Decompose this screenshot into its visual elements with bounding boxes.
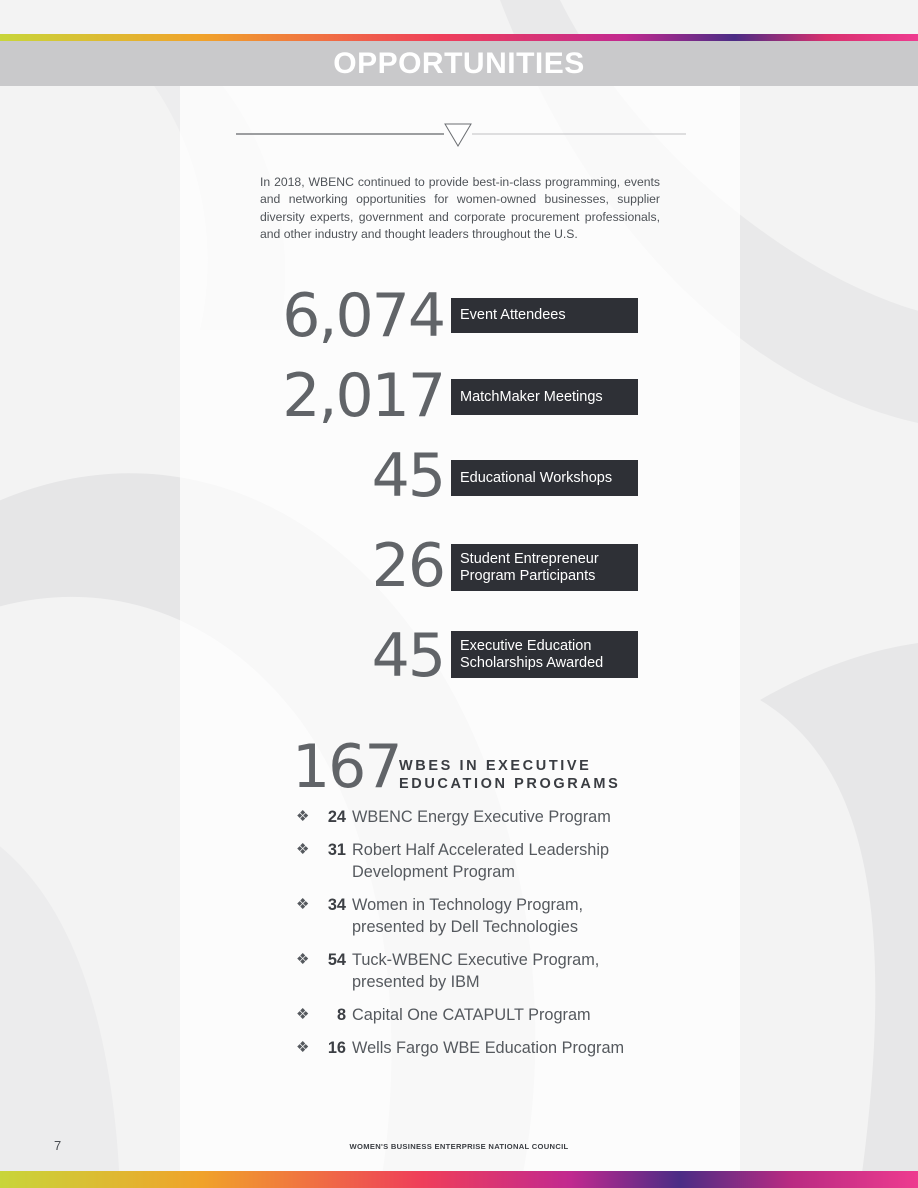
stat-student-entrepreneur <box>230 531 650 601</box>
exec-title <box>399 757 620 793</box>
program-count: 24 <box>327 808 346 826</box>
program-name: Capital One CATAPULT Program <box>352 1006 591 1024</box>
exec-education-heading <box>292 732 652 802</box>
stat-number: 2,017 <box>282 361 444 431</box>
list-item <box>296 894 656 938</box>
list-item <box>296 839 656 883</box>
program-name: WBENC Energy Executive Program <box>352 808 611 826</box>
stat-educational-workshops <box>230 441 650 511</box>
program-count: 8 <box>336 1006 346 1024</box>
program-count: 34 <box>327 896 346 914</box>
stat-label: Event Attendees <box>451 298 638 333</box>
stat-number: 6,074 <box>282 281 444 351</box>
program-name: Women in Technology Program, presented by Dell Technologies <box>352 896 584 936</box>
stat-label-line2: Scholarships Awarded <box>460 654 604 671</box>
footer-org-name: WOMEN'S BUSINESS ENTERPRISE NATIONAL COUNCIL <box>349 1142 569 1151</box>
exec-title-line1: WBES IN EXECUTIVE <box>399 758 592 774</box>
page-number: 7 <box>54 1138 62 1153</box>
list-item <box>296 1037 656 1059</box>
list-item <box>296 1004 656 1026</box>
diamond-bullet-icon: ❖ <box>296 808 310 825</box>
exec-title-line2: EDUCATION PROGRAMS <box>399 776 621 792</box>
stat-matchmaker-meetings <box>230 361 650 431</box>
stat-number: 45 <box>371 621 444 691</box>
diamond-bullet-icon: ❖ <box>296 951 310 968</box>
diamond-bullet-icon: ❖ <box>296 896 310 913</box>
list-item <box>296 806 656 828</box>
exec-number: 167 <box>292 732 401 802</box>
header-band <box>0 41 918 86</box>
stat-executive-scholarships <box>230 621 650 691</box>
section-divider <box>236 122 686 150</box>
program-name: Tuck-WBENC Executive Program, presented by IBM <box>352 951 600 991</box>
diamond-bullet-icon: ❖ <box>296 1039 310 1056</box>
stat-label: MatchMaker Meetings <box>451 379 638 415</box>
stat-number: 45 <box>371 441 444 511</box>
program-list <box>296 806 656 1070</box>
stat-label: Educational Workshops <box>451 460 638 496</box>
bottom-gradient-bar <box>0 1171 918 1188</box>
top-gradient-bar <box>0 34 918 41</box>
stat-label <box>451 631 638 678</box>
diamond-bullet-icon: ❖ <box>296 1006 310 1023</box>
intro-paragraph: In 2018, WBENC continued to provide best-in-class programming, events and networking opportunities for women-owned businesses, supplier diversity experts, government and corporate procurement professionals, and other industry and thought leaders throughout the U.S. <box>260 175 660 242</box>
stat-number: 26 <box>371 531 444 601</box>
stat-label-line2: Program Participants <box>460 567 596 584</box>
stat-label <box>451 544 638 591</box>
diamond-bullet-icon: ❖ <box>296 841 310 858</box>
stat-event-attendees <box>230 281 650 351</box>
program-name: Wells Fargo WBE Education Program <box>352 1039 625 1057</box>
program-count: 16 <box>327 1039 346 1057</box>
stat-label-line1: Student Entrepreneur <box>460 550 599 567</box>
program-count: 54 <box>327 951 346 969</box>
stat-label-line1: Executive Education <box>460 637 592 654</box>
program-count: 31 <box>327 841 346 859</box>
list-item <box>296 949 656 993</box>
program-name: Robert Half Accelerated Leadership Development Program <box>352 841 610 881</box>
page-title: OPPORTUNITIES <box>333 46 585 80</box>
